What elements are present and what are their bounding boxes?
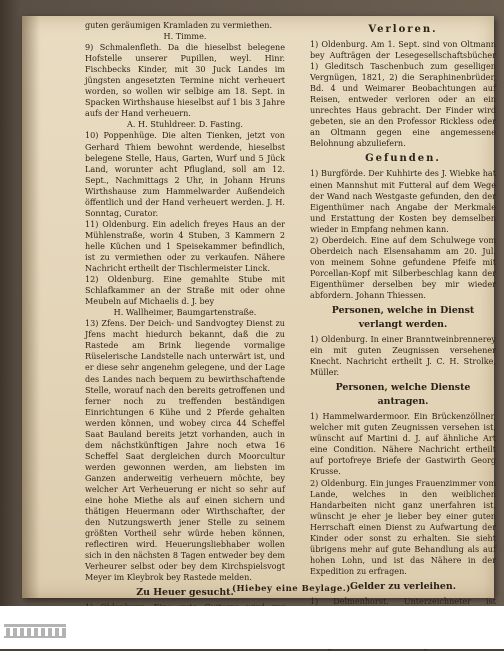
- para-poppenhuege: 10) Poppenhüge. Die alten Tienken, jetzt von Gerhard Thiem bewohnt werdende, hieselbst belegene Stelle, Haus, Garten, Wurf und 5 Jück Land, worunter acht Pflugland, soll am 12. Sept., Nachmittags 2 Uhr, in Johann Hruns Wirthshause zum Hammelwarder Außendeich öffentlich und der Hand verheuert werden. J. H. Sonntag, Curator.: [85, 130, 285, 218]
- viewer-bottom-bar: [0, 606, 504, 649]
- library-logo-icon: [4, 624, 66, 638]
- signature-wallheimer: H. Wallheimer, Baumgartenstraße.: [113, 307, 257, 318]
- para-jfens: 13) Zfens. Der Deich- und Sandvogtey Dienst zu Jfens macht hiedurch bekannt, daß die zu Rastede am Brink liegende vormalige Rüselerische Landstelle nach unterwärt ist, und er diese sehr angenehm gelegene, und der Lage des Landes nach bequem zu bewirthschaftende Stelle, worauf nach den bereits getroffenen und ferner noch zu treffenden beständigen Einrichtungen 6 Kühe und 2 Pferde gehalten werden können, und wobey circa 44 Scheffel Saat Bauland bereits jetzt vorhanden, auch in dem nächstkünftigen Jahre noch etwa 16 Scheffel Saat dergleichen durch Moorcultur werden gewonnen werden, am liebsten im Ganzen anderweitig verheuern möchte, bey welcher Art Verheuerung er nicht so sehr auf eine hohe Miethe als auf einen sichern und thätigen Heuermann oder Wirthschafter, der den Nutzungswerth jener Stelle zu seinem größten Vortheil sehr würde heben können, reflectiren wird. Heuerungsliebhaber wollen sich in den nächsten 8 Tagen entweder bey dem Verheurer selbst oder bey dem Kirchspielsvogt Meyer im Kleybrok bey Rastede melden.: [85, 318, 285, 583]
- heading-verloren: Verloren.: [368, 24, 438, 35]
- heading-dienste-antragen: Personen, welche Dienste antragen.: [335, 382, 471, 408]
- para-frauenzimmer: 2) Oldenburg. Ein junges Frauenzimmer vom Lande, welches in den weiblichen Handarbeiten nicht ganz unerfahren ist, wünscht je eher je lieber bey einer guten Herrschaft einen Dienst zu Aufwartung der Kinder oder sonst zu erhalten. Sie sieht übrigens mehr auf gute Behandlung als auf hohen Lohn, und ist das Nähere in der Expedition zu erfragen.: [310, 477, 496, 576]
- footer-beylage: (Hiebey eine Beylage.): [232, 584, 351, 594]
- right-column: [310, 20, 496, 651]
- para-schmalenfleth: 9) Schmalenfleth. Da die hieselbst belegene Hofstelle unserer Pupillen, weyl. Hinr. Fischbecks Kinder, mit 30 Juck Landes im jüngsten angesetzten Termine nicht verheuert worden, so wollen wir selbige am 18. Sept. in Spacken Wirthshause hieselbst auf 1 bis 3 Jahre aufs der Hand verheuern.: [85, 42, 285, 119]
- para-burgfoerde: 1) Burgförde. Der Kuhhirte des J. Wiebke hat einen Mannshut mit Futteral auf dem Wege der Wand nach Westgaste gefunden, den der Eigenthümer nach Angabe der Merkmale und Erstattung der Kosten bey demselben wieder in Empfang nehmen kann.: [310, 168, 496, 234]
- para-verloren: 1) Oldenburg. Am 1. Sept. sind von Oltmann bey Aufträgen der Lesegesellschaftsbücher 1) Gleditsch Taschenbuch zum geselligen Vergnügen, 1821, 2) die Seraphinenbrüder, Bd. 4 und Weimarer Beobachtungen auf Reisen, entweder verloren oder an ein unrechtes Haus gebracht. Der Finder wird gebeten, sie an den Professor Rickless oder an Oltmann gegen eine angemessene Belohnung abzuliefern.: [310, 39, 496, 149]
- para-hammelwardermoor: 1) Hammelwardermoor. Ein Brückenzöllner, welcher mit guten Zeugnissen versehen ist, wünscht auf Martini d. J. auf ähnliche Art eine Condition. Nähere Nachricht ertheilt auf portofreye Briefe der Gastwirth Georg Krusse.: [310, 411, 496, 477]
- signature-timme: H. Timme.: [163, 31, 207, 42]
- para-kramladen: guten geräumigen Kramladen zu vermiethen.: [85, 20, 273, 30]
- heading-zu-heuer: Zu Heuer gesucht.: [136, 587, 234, 599]
- left-column: [85, 20, 285, 624]
- para-oberdeich: 2) Oberdeich. Eine auf dem Schulwege vom Oberdeich nach Elsensahamm am 20. Jul. von meinem Sohne gefundene Pfeife mit Porcellan-Kopf mit Silberbeschlag kann der Eigenthümer derselben bey mir wieder abfordern. Johann Thiessen.: [310, 234, 496, 300]
- signature-stuhldreer: A. H. Stuhldreer. D. Fasting.: [127, 119, 243, 130]
- heading-dienst-verlangt: Personen, welche in Dienst verlangt werden.: [331, 305, 475, 331]
- newspaper-page: [22, 16, 496, 606]
- para-delmenhorst: 1) Delmenhorst. Unterzeichneter ist: [310, 595, 496, 606]
- para-oldenburg-stube: 12) Oldenburg. Eine gemahlte Stube mit Schlafkammer an der Straße mit oder ohne Meubeln auf Michaelis d. J. bey: [85, 274, 285, 307]
- para-oldenburg-haus: 11) Oldenburg. Ein adelich freyes Haus an der Mühlenstraße, worin 4 Stuben, 3 Kammern 2 helle Küchen und 1 Speisekammer befindlich, ist zu vermiethen oder zu verkaufen. Nähere Nachricht ertheilt der Tischlermeister Linck.: [85, 218, 285, 274]
- heading-gelder: Gelder zu verleihen.: [350, 580, 456, 592]
- heading-gefunden: Gefunden.: [365, 153, 441, 165]
- para-branntwein: 1) Oldenburg. In einer Branntweinbrennerey ein mit guten Zeugnissen versehener Knecht. Nachricht ertheilt J. C. H. Strolke, Müller.: [310, 334, 496, 378]
